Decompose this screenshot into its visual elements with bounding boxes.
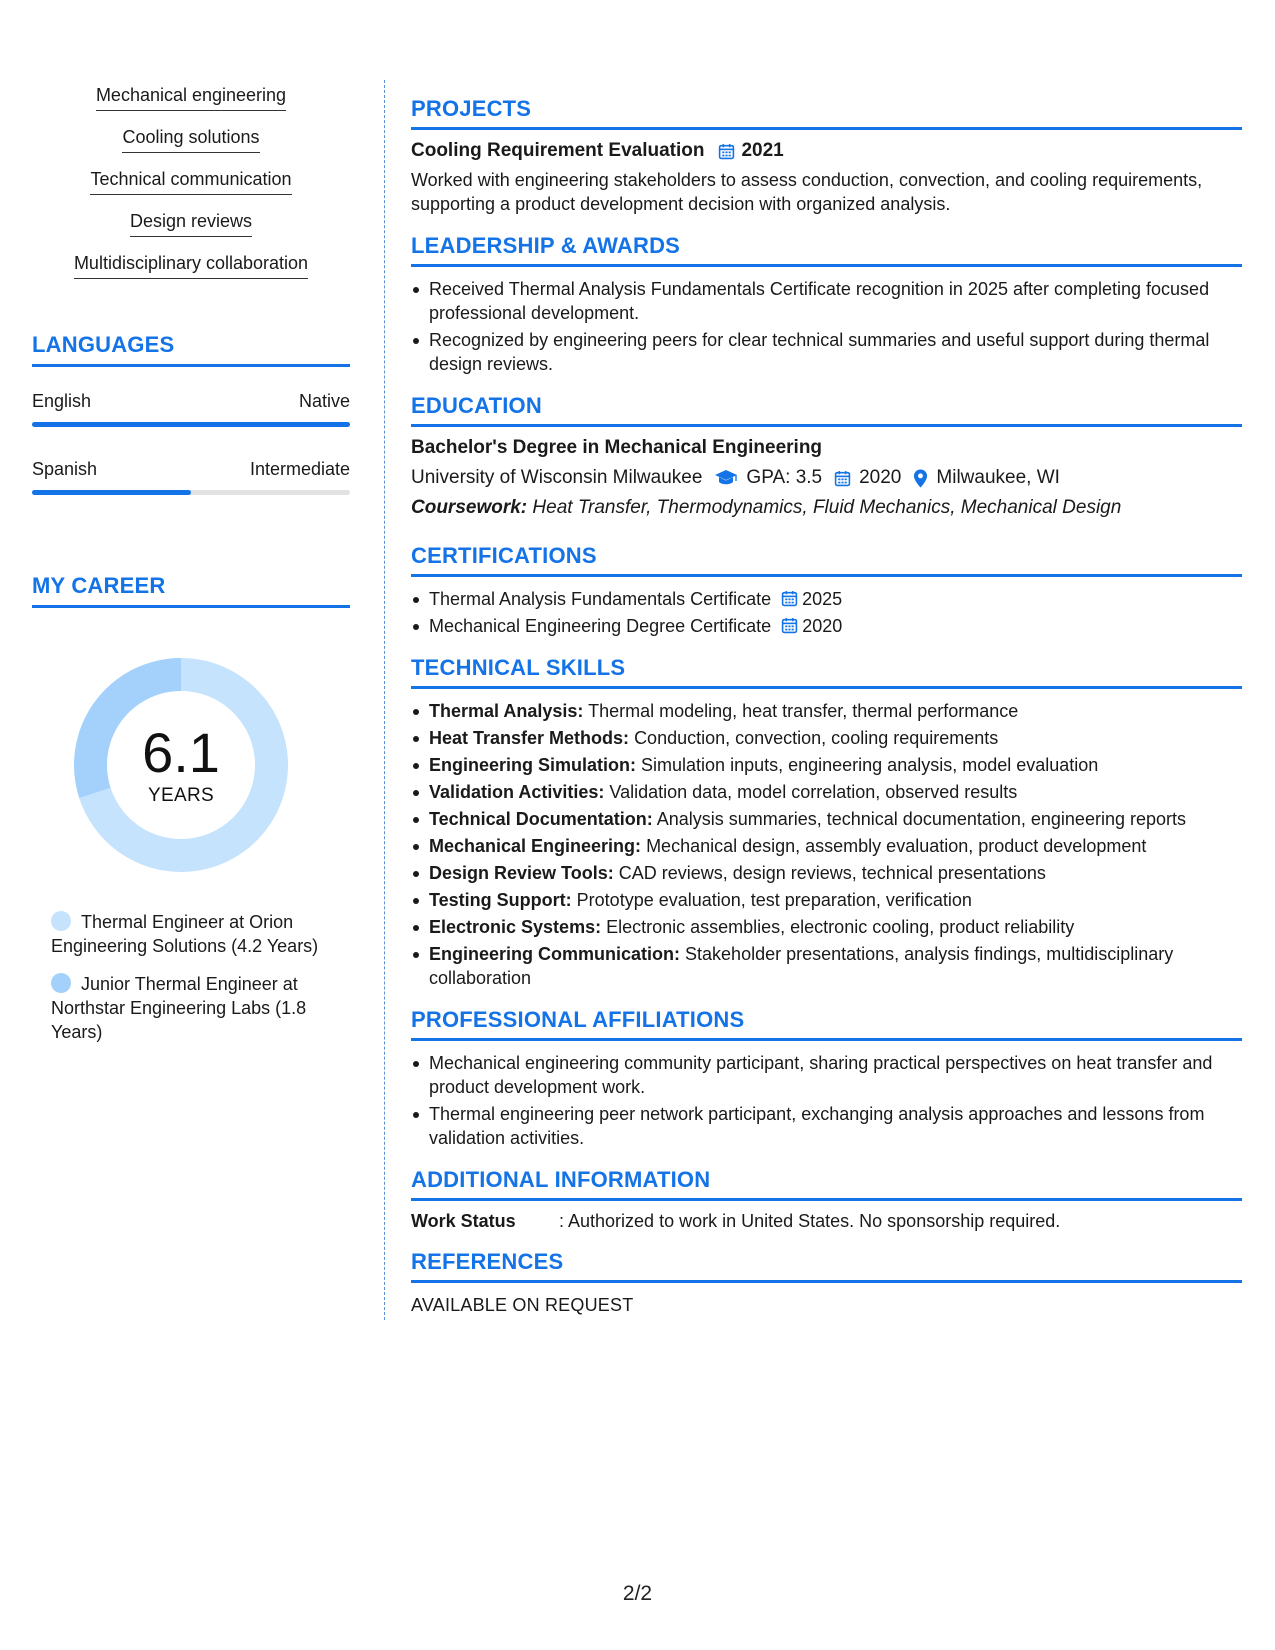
projects-heading: PROJECTS [411, 96, 1242, 130]
references-section [411, 1249, 1242, 1316]
skill-item [411, 888, 1242, 912]
references-text: AVAILABLE ON REQUEST [411, 1295, 634, 1315]
skill-label: Mechanical Engineering: [429, 836, 642, 856]
language-item [32, 459, 350, 495]
affiliation-item: Mechanical engineering community participant, sharing practical perspectives on heat transfer and product development work. [411, 1051, 1242, 1099]
additional-info-section [411, 1167, 1242, 1232]
certifications-heading: CERTIFICATIONS [411, 543, 1242, 577]
skill-text: Mechanical design, assembly evaluation, product development [646, 836, 1147, 856]
graduation-cap-icon [714, 469, 738, 487]
certification-name: Thermal Analysis Fundamentals Certificate [429, 589, 772, 609]
coursework-label: Coursework: [411, 497, 528, 518]
awards-heading: LEADERSHIP & AWARDS [411, 233, 1242, 267]
career-heading: MY CAREER [32, 573, 350, 608]
education-year: 2020 [859, 467, 902, 488]
award-item: Received Thermal Analysis Fundamentals Certificate recognition in 2025 after completing focused professional development. [411, 277, 1242, 325]
certification-year: 2020 [802, 616, 843, 636]
skill-label: Heat Transfer Methods: [429, 728, 630, 748]
career-legend [51, 910, 321, 1044]
career-entry-label: Thermal Engineer at Orion Engineering Solutions (4.2 Years) [51, 912, 319, 956]
skill-item [411, 834, 1242, 858]
main-content [411, 96, 1242, 1333]
language-item [32, 391, 350, 427]
language-name: Spanish [32, 459, 98, 479]
award-item: Recognized by engineering peers for clear technical summaries and useful support during thermal design reviews. [411, 328, 1242, 376]
skill-label: Thermal Analysis: [429, 701, 584, 721]
skill-text: Simulation inputs, engineering analysis, model evaluation [641, 755, 1099, 775]
skill-item [411, 780, 1242, 804]
languages-section [32, 332, 350, 495]
additional-info-heading: ADDITIONAL INFORMATION [411, 1167, 1242, 1201]
work-status-label: Work Status [411, 1211, 516, 1231]
certification-item [411, 614, 1242, 638]
skill-tag: Technical communication [90, 168, 291, 195]
skill-text: Electronic assemblies, electronic cooling, product reliability [606, 917, 1075, 937]
certification-name: Mechanical Engineering Degree Certificate [429, 616, 772, 636]
skill-item [411, 807, 1242, 831]
language-bar [32, 422, 350, 427]
skill-item [411, 942, 1242, 990]
certification-year: 2025 [802, 589, 843, 609]
education-coursework [411, 495, 1242, 521]
legend-dot-icon [51, 911, 71, 931]
skill-text: Validation data, model correlation, observed results [609, 782, 1018, 802]
skill-label: Engineering Simulation: [429, 755, 637, 775]
career-donut-chart [66, 650, 296, 880]
career-legend-item [51, 972, 321, 1044]
project-title: Cooling Requirement Evaluation [411, 140, 705, 161]
language-name: English [32, 391, 92, 411]
language-level: Native [298, 391, 350, 411]
skill-item [411, 726, 1242, 750]
language-bar [32, 490, 350, 495]
skill-item [411, 915, 1242, 939]
calendar-icon [781, 590, 798, 607]
skill-text: Thermal modeling, heat transfer, thermal performance [588, 701, 1019, 721]
education-location: Milwaukee, WI [936, 467, 1060, 488]
certifications-section [411, 543, 1242, 638]
career-legend-item [51, 910, 321, 958]
skill-text: Prototype evaluation, test preparation, verification [576, 890, 972, 910]
skill-text: Conduction, convection, cooling requirements [634, 728, 999, 748]
skill-label: Design Review Tools: [429, 863, 614, 883]
references-heading: REFERENCES [411, 1249, 1242, 1283]
skill-item [411, 753, 1242, 777]
skill-item [411, 861, 1242, 885]
skill-text: Analysis summaries, technical documentation, engineering reports [656, 809, 1186, 829]
awards-section [411, 233, 1242, 376]
language-bar-fill [32, 422, 350, 427]
skill-tags [32, 84, 350, 294]
affiliations-heading: PROFESSIONAL AFFILIATIONS [411, 1007, 1242, 1041]
project-description: Worked with engineering stakeholders to assess conduction, convection, and cooling requirements, supporting a product development decision with organized analysis. [411, 170, 1203, 214]
skill-text: Stakeholder presentations, analysis findings, multidisciplinary collaboration [429, 944, 1174, 988]
education-gpa: GPA: 3.5 [746, 467, 823, 488]
coursework-text: Heat Transfer, Thermodynamics, Fluid Mechanics, Mechanical Design [532, 497, 1122, 518]
skill-label: Testing Support: [429, 890, 572, 910]
languages-heading: LANGUAGES [32, 332, 350, 367]
career-total-unit: YEARS [148, 785, 214, 806]
location-pin-icon [913, 469, 928, 488]
career-total-years: 6.1 [142, 721, 220, 784]
skill-tag: Cooling solutions [122, 126, 259, 153]
skill-label: Engineering Communication: [429, 944, 681, 964]
page-number: 2/2 [622, 1582, 653, 1605]
calendar-icon [718, 143, 735, 160]
skills-section [411, 655, 1242, 990]
skill-tag: Mechanical engineering [96, 84, 286, 111]
certification-item [411, 587, 1242, 611]
sidebar [32, 84, 350, 1058]
skills-heading: TECHNICAL SKILLS [411, 655, 1242, 689]
column-divider [384, 80, 385, 1320]
project-year: 2021 [741, 140, 784, 161]
education-degree: Bachelor's Degree in Mechanical Engineering [411, 437, 823, 458]
language-bar-fill [32, 490, 191, 495]
education-section [411, 393, 1242, 521]
calendar-icon [834, 470, 851, 487]
skill-text: CAD reviews, design reviews, technical presentations [618, 863, 1046, 883]
language-level: Intermediate [249, 459, 350, 479]
skill-item [411, 699, 1242, 723]
skill-label: Validation Activities: [429, 782, 605, 802]
calendar-icon [781, 617, 798, 634]
education-heading: EDUCATION [411, 393, 1242, 427]
skill-tag: Multidisciplinary collaboration [74, 252, 308, 279]
projects-section [411, 96, 1242, 216]
career-entry-label: Junior Thermal Engineer at Northstar Engineering Labs (1.8 Years) [51, 974, 307, 1042]
skill-label: Technical Documentation: [429, 809, 653, 829]
legend-dot-icon [51, 973, 71, 993]
education-school: University of Wisconsin Milwaukee [411, 467, 703, 488]
work-status-value: : Authorized to work in United States. No sponsorship required. [559, 1211, 1061, 1231]
affiliation-item: Thermal engineering peer network participant, exchanging analysis approaches and lessons from validation activities. [411, 1102, 1242, 1150]
affiliations-section [411, 1007, 1242, 1150]
career-section [32, 573, 350, 1044]
skill-label: Electronic Systems: [429, 917, 602, 937]
skill-tag: Design reviews [130, 210, 252, 237]
